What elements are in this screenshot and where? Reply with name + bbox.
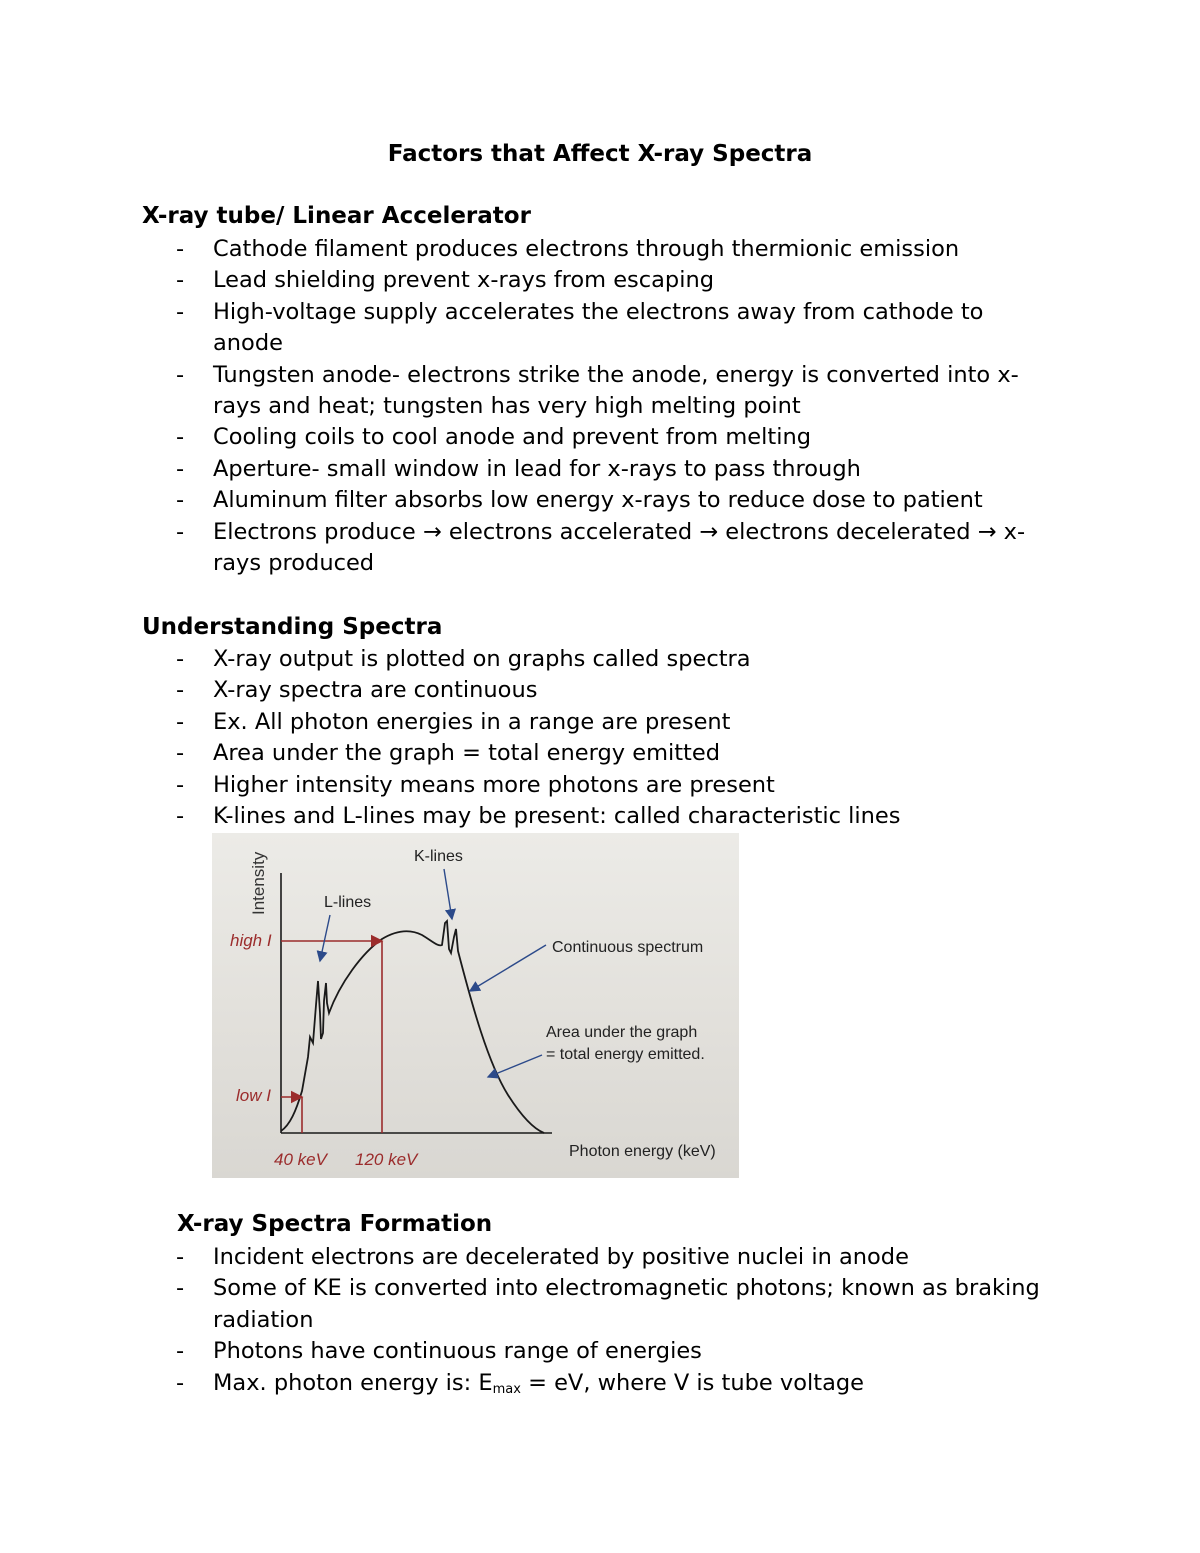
list-item: - Lead shielding prevent x-rays from escaping — [0, 265, 1200, 296]
list-item: - Cooling coils to cool anode and prevent from melting — [0, 422, 1200, 453]
l-lines-arrow — [320, 915, 330, 961]
x-mark-120kev-label: 120 keV — [355, 1150, 418, 1169]
area-label-line2: = total energy emitted. — [546, 1046, 705, 1063]
list-item: - K-lines and L-lines may be present: called characteristic lines — [0, 801, 1200, 832]
x-mark-40kev-label: 40 keV — [274, 1150, 327, 1169]
bullet-dash: - — [176, 236, 185, 262]
bullet-dash: - — [176, 708, 185, 735]
list-item: - Electrons produce → electrons accelerated → electrons decelerated → x-rays produced — [176, 518, 1026, 577]
bullet-dash: - — [176, 487, 185, 514]
bullet-dash: - — [176, 1275, 185, 1302]
bullet-dash: - — [176, 803, 185, 830]
section-heading-spectra-formation: X-ray Spectra Formation — [177, 1211, 493, 1237]
bullet-dash: - — [176, 771, 185, 798]
y-axis-label: Intensity — [249, 851, 268, 915]
low-intensity-label: low I — [236, 1086, 271, 1105]
bullet-dash: - — [176, 298, 185, 325]
list-item: - Higher intensity means more photons are present — [0, 770, 1200, 801]
list-item: - X-ray output is plotted on graphs called spectra — [0, 644, 1200, 675]
high-intensity-label: high I — [230, 931, 272, 950]
list-item: - X-ray spectra are continuous — [0, 675, 1200, 706]
bullet-dash: - — [176, 646, 185, 672]
section-heading-understanding-spectra: Understanding Spectra — [142, 614, 443, 640]
continuous-arrow — [470, 945, 546, 991]
area-label-line1: Area under the graph — [546, 1024, 698, 1041]
list-item: - Cathode filament produces electrons through thermionic emission — [0, 234, 1200, 265]
bullet-list-spectra-formation — [0, 1242, 1200, 1405]
list-item: - Some of KE is converted into electromagnetic photons; known as braking radiation — [176, 1275, 1040, 1333]
bullet-dash: - — [176, 677, 185, 704]
bullet-dash: - — [176, 740, 185, 767]
list-item: - Photons have continuous range of energies — [0, 1336, 1200, 1367]
continuous-spectrum-label: Continuous spectrum — [552, 939, 704, 956]
section-heading-xray-tube: X-ray tube/ Linear Accelerator — [142, 203, 531, 229]
bullet-dash: - — [176, 455, 185, 482]
spectrum-curve — [281, 921, 544, 1133]
list-item: - Tungsten anode- electrons strike the anode, energy is converted into x-rays and heat; tungsten has very high melting point — [176, 361, 1019, 420]
area-arrow — [488, 1055, 542, 1077]
list-item: - Ex. All photon energies in a range are present — [0, 707, 1200, 738]
bullet-dash: - — [176, 361, 185, 388]
bullet-dash: - — [176, 424, 185, 451]
k-lines-arrow — [444, 869, 452, 919]
bullet-dash: - — [176, 1338, 185, 1365]
bullet-dash: - — [176, 1369, 185, 1396]
bullet-list-understanding-spectra — [0, 644, 1200, 832]
k-lines-label: K-lines — [414, 848, 463, 865]
l-lines-label: L-lines — [324, 894, 372, 911]
list-item: - Area under the graph = total energy emitted — [0, 738, 1200, 769]
max-photon-energy-text: Max. photon energy is: $E_{max}$ = eV, where V is tube voltage — [213, 1369, 864, 1397]
page-title: Factors that Affect X-ray Spectra — [387, 141, 813, 167]
list-item: - Aperture- small window in lead for x-rays to pass through — [0, 454, 1200, 485]
list-item: - High-voltage supply accelerates the electrons away from cathode to anode — [176, 298, 984, 357]
bullet-list-xray-tube — [0, 234, 1200, 579]
spectrum-diagram — [212, 833, 739, 1178]
bullet-dash: - — [176, 1244, 185, 1270]
list-item: - Incident electrons are decelerated by positive nuclei in anode — [0, 1242, 1200, 1273]
xray-spectrum-figure — [212, 833, 739, 1178]
list-item — [0, 1368, 1200, 1405]
list-item: - Aluminum filter absorbs low energy x-rays to reduce dose to patient — [0, 485, 1200, 516]
bullet-dash: - — [176, 267, 185, 294]
x-axis-label: Photon energy (keV) — [569, 1143, 716, 1160]
bullet-dash: - — [176, 518, 185, 545]
